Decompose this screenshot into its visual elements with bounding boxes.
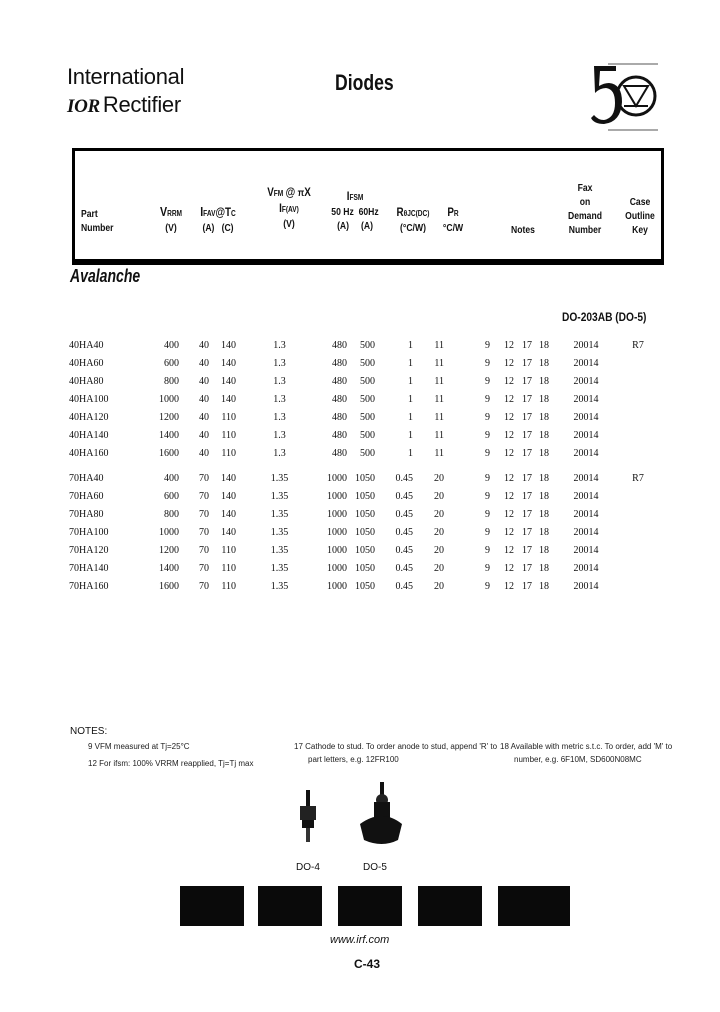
table-row — [0, 448, 720, 466]
cell-pr: 11 — [434, 448, 444, 459]
table-row — [0, 473, 720, 491]
col-case-outline: Case Outline Key — [625, 196, 655, 236]
cell-n1: 9 — [485, 491, 490, 502]
cell-pr: 20 — [434, 473, 444, 484]
table-row — [0, 394, 720, 412]
cell-vfm: 1.35 — [270, 491, 289, 502]
cell-pr: 11 — [434, 394, 444, 405]
cell-n2: 12 — [504, 430, 514, 441]
col-part: Part Number — [81, 208, 114, 234]
cell-vfm: 1.35 — [270, 581, 289, 592]
cell-case: R7 — [632, 473, 644, 484]
cell-n4: 18 — [539, 581, 549, 592]
table-row — [0, 358, 720, 376]
cell-vfm: 1.3 — [273, 358, 286, 369]
cell-rth: 0.45 — [395, 563, 413, 574]
cell-n4: 18 — [539, 527, 549, 538]
cell-i50: 480 — [332, 340, 347, 351]
cell-tc: 110 — [221, 563, 236, 574]
cell-tc: 140 — [221, 340, 236, 351]
cell-rth: 1 — [408, 394, 413, 405]
table-row — [0, 412, 720, 430]
cell-rth: 0.45 — [395, 527, 413, 538]
cell-vrrm: 1400 — [159, 430, 179, 441]
cell-n4: 18 — [539, 376, 549, 387]
cell-n3: 17 — [522, 448, 532, 459]
cell-n1: 9 — [485, 509, 490, 520]
cell-n1: 9 — [485, 545, 490, 556]
cell-tc: 140 — [221, 394, 236, 405]
cell-i60: 1050 — [355, 581, 375, 592]
cell-vrrm: 1400 — [159, 563, 179, 574]
cell-vrrm: 1000 — [159, 527, 179, 538]
cell-pr: 20 — [434, 527, 444, 538]
do5-package-image — [360, 782, 402, 844]
cell-vrrm: 800 — [164, 376, 179, 387]
table-row — [0, 509, 720, 527]
cell-part: 40HA60 — [69, 358, 104, 369]
cell-vfm: 1.3 — [273, 430, 286, 441]
cell-tc: 140 — [221, 509, 236, 520]
cell-i50: 1000 — [327, 527, 347, 538]
cell-i50: 1000 — [327, 545, 347, 556]
cell-n1: 9 — [485, 340, 490, 351]
cell-n3: 17 — [522, 491, 532, 502]
cell-i60: 1050 — [355, 545, 375, 556]
cell-n4: 18 — [539, 563, 549, 574]
cell-i50: 480 — [332, 448, 347, 459]
cell-n4: 18 — [539, 358, 549, 369]
cell-fod: 20014 — [573, 394, 599, 405]
note-17: 17 Cathode to stud. To order anode to stud, append 'R' to — [294, 742, 498, 751]
cell-n1: 9 — [485, 563, 490, 574]
cell-i60: 500 — [360, 412, 375, 423]
cell-n3: 17 — [522, 394, 532, 405]
package-label: DO-203AB (DO-5) — [562, 310, 647, 324]
cell-fod: 20014 — [573, 563, 599, 574]
cell-vrrm: 1600 — [159, 581, 179, 592]
cell-part: 70HA140 — [69, 563, 109, 574]
cell-n4: 18 — [539, 509, 549, 520]
cell-pr: 11 — [434, 376, 444, 387]
cell-tc: 140 — [221, 376, 236, 387]
cell-fod: 20014 — [573, 473, 599, 484]
cell-tc: 110 — [221, 448, 236, 459]
cell-n1: 9 — [485, 376, 490, 387]
company-name-line2 — [67, 92, 181, 118]
note-18: 18 Available with metric s.t.c. To order, add 'M' to — [500, 742, 673, 751]
cell-n3: 17 — [522, 563, 532, 574]
cell-rth: 0.45 — [395, 473, 413, 484]
cell-ifav: 40 — [199, 394, 209, 405]
cell-case: R7 — [632, 340, 644, 351]
cell-fod: 20014 — [573, 376, 599, 387]
cell-n4: 18 — [539, 545, 549, 556]
cell-n3: 17 — [522, 581, 532, 592]
cell-rth: 0.45 — [395, 545, 413, 556]
product-photo-4 — [418, 886, 482, 926]
cell-fod: 20014 — [573, 412, 599, 423]
cell-n2: 12 — [504, 509, 514, 520]
notes-title: NOTES: — [70, 726, 108, 737]
cell-n1: 9 — [485, 430, 490, 441]
cell-fod: 20014 — [573, 448, 599, 459]
cell-rth: 0.45 — [395, 581, 413, 592]
cell-i60: 1050 — [355, 563, 375, 574]
cell-n1: 9 — [485, 527, 490, 538]
cell-tc: 110 — [221, 581, 236, 592]
cell-vrrm: 1600 — [159, 448, 179, 459]
table-row — [0, 581, 720, 599]
cell-n4: 18 — [539, 412, 549, 423]
cell-ifav: 40 — [199, 412, 209, 423]
cell-n3: 17 — [522, 509, 532, 520]
cell-i60: 500 — [360, 394, 375, 405]
do4-label: DO-4 — [296, 862, 320, 873]
cell-i50: 480 — [332, 376, 347, 387]
cell-pr: 20 — [434, 563, 444, 574]
cell-n2: 12 — [504, 473, 514, 484]
cell-tc: 110 — [221, 430, 236, 441]
note-9: 9 VFM measured at Tj=25°C — [88, 742, 190, 751]
cell-i60: 1050 — [355, 527, 375, 538]
cell-part: 70HA160 — [69, 581, 109, 592]
cell-rth: 1 — [408, 430, 413, 441]
cell-i50: 480 — [332, 358, 347, 369]
col-vfm: VFM @ πX IF(AV) (V) — [267, 185, 311, 230]
cell-n3: 17 — [522, 527, 532, 538]
page-number: C-43 — [354, 957, 381, 971]
cell-pr: 20 — [434, 491, 444, 502]
cell-i60: 500 — [360, 376, 375, 387]
cell-n2: 12 — [504, 376, 514, 387]
cell-tc: 140 — [221, 491, 236, 502]
cell-ifav: 70 — [199, 563, 209, 574]
cell-vfm: 1.35 — [270, 473, 289, 484]
cell-i50: 480 — [332, 412, 347, 423]
col-pr: PR °C/W — [442, 205, 464, 234]
cell-n2: 12 — [504, 545, 514, 556]
cell-rth: 0.45 — [395, 491, 413, 502]
cell-i50: 1000 — [327, 473, 347, 484]
cell-fod: 20014 — [573, 430, 599, 441]
cell-ifav: 70 — [199, 491, 209, 502]
cell-vfm: 1.35 — [270, 509, 289, 520]
cell-tc: 140 — [221, 473, 236, 484]
cell-vfm: 1.35 — [270, 545, 289, 556]
cell-n3: 17 — [522, 340, 532, 351]
col-ifav-tc: IFAV@TC (A) (C) — [200, 204, 236, 234]
cell-i50: 480 — [332, 430, 347, 441]
cell-rth: 1 — [408, 376, 413, 387]
cell-fod: 20014 — [573, 509, 599, 520]
cell-n3: 17 — [522, 376, 532, 387]
cell-part: 70HA120 — [69, 545, 109, 556]
cell-ifav: 70 — [199, 527, 209, 538]
cell-i60: 1050 — [355, 491, 375, 502]
cell-ifav: 70 — [199, 581, 209, 592]
cell-part: 40HA140 — [69, 430, 109, 441]
cell-tc: 140 — [221, 527, 236, 538]
cell-fod: 20014 — [573, 358, 599, 369]
cell-n1: 9 — [485, 581, 490, 592]
cell-fod: 20014 — [573, 581, 599, 592]
cell-i60: 1050 — [355, 473, 375, 484]
anniversary-emblem — [588, 60, 660, 136]
do4-package-image — [300, 790, 316, 842]
cell-vfm: 1.3 — [273, 412, 286, 423]
package-drawings — [288, 778, 408, 856]
cell-pr: 11 — [434, 340, 444, 351]
cell-fod: 20014 — [573, 340, 599, 351]
cell-n2: 12 — [504, 563, 514, 574]
cell-n2: 12 — [504, 340, 514, 351]
cell-n1: 9 — [485, 394, 490, 405]
cell-n4: 18 — [539, 448, 549, 459]
note-17-cont: part letters, e.g. 12FR100 — [308, 755, 399, 764]
cell-n4: 18 — [539, 394, 549, 405]
cell-ifav: 40 — [199, 376, 209, 387]
cell-fod: 20014 — [573, 545, 599, 556]
cell-ifav: 40 — [199, 340, 209, 351]
cell-n1: 9 — [485, 473, 490, 484]
cell-rth: 1 — [408, 412, 413, 423]
cell-pr: 11 — [434, 358, 444, 369]
table-row — [0, 340, 720, 358]
note-12: 12 For ifsm: 100% VRRM reapplied, Tj=Tj max — [88, 759, 254, 768]
col-fax-on-demand: Fax on Demand Number — [568, 182, 602, 236]
cell-n2: 12 — [504, 491, 514, 502]
cell-part: 40HA100 — [69, 394, 109, 405]
cell-part: 40HA40 — [69, 340, 104, 351]
cell-rth: 0.45 — [395, 509, 413, 520]
cell-ifav: 40 — [199, 448, 209, 459]
cell-vrrm: 400 — [164, 340, 179, 351]
col-rth: RθJC(DC) (°C/W) — [396, 205, 430, 234]
cell-vfm: 1.35 — [270, 563, 289, 574]
cell-i50: 1000 — [327, 491, 347, 502]
cell-n4: 18 — [539, 473, 549, 484]
cell-fod: 20014 — [573, 527, 599, 538]
cell-i60: 1050 — [355, 509, 375, 520]
cell-rth: 1 — [408, 448, 413, 459]
cell-ifav: 70 — [199, 473, 209, 484]
product-photo-3 — [338, 886, 402, 926]
cell-n3: 17 — [522, 545, 532, 556]
company-name-rectifier: Rectifier — [102, 92, 181, 117]
cell-vrrm: 800 — [164, 509, 179, 520]
cell-n4: 18 — [539, 340, 549, 351]
cell-vrrm: 600 — [164, 358, 179, 369]
table-row — [0, 376, 720, 394]
cell-n2: 12 — [504, 527, 514, 538]
cell-part: 40HA120 — [69, 412, 109, 423]
cell-part: 40HA80 — [69, 376, 104, 387]
cell-vrrm: 400 — [164, 473, 179, 484]
cell-part: 70HA60 — [69, 491, 104, 502]
do5-label: DO-5 — [363, 862, 387, 873]
cell-i50: 1000 — [327, 509, 347, 520]
col-ifsm: IFSM 50 Hz 60Hz (A) (A) — [331, 189, 379, 232]
table-row — [0, 545, 720, 563]
company-name-line1: International — [67, 64, 185, 89]
cell-part: 70HA80 — [69, 509, 104, 520]
product-photo-1 — [180, 886, 244, 926]
table-row — [0, 430, 720, 448]
cell-i50: 480 — [332, 394, 347, 405]
cell-ifav: 70 — [199, 509, 209, 520]
table-row — [0, 563, 720, 581]
cell-vfm: 1.35 — [270, 527, 289, 538]
cell-part: 70HA40 — [69, 473, 104, 484]
cell-pr: 20 — [434, 545, 444, 556]
cell-part: 40HA160 — [69, 448, 109, 459]
cell-n3: 17 — [522, 412, 532, 423]
cell-pr: 20 — [434, 581, 444, 592]
cell-vrrm: 1000 — [159, 394, 179, 405]
cell-vfm: 1.3 — [273, 340, 286, 351]
cell-vrrm: 1200 — [159, 412, 179, 423]
note-18-cont: number, e.g. 6F10M, SD600N08MC — [514, 755, 642, 764]
cell-i60: 500 — [360, 340, 375, 351]
table-row — [0, 491, 720, 509]
cell-pr: 11 — [434, 430, 444, 441]
cell-n1: 9 — [485, 412, 490, 423]
footer-url[interactable]: www.irf.com — [330, 934, 390, 946]
page-title: Diodes — [335, 70, 394, 95]
cell-n3: 17 — [522, 430, 532, 441]
cell-pr: 20 — [434, 509, 444, 520]
cell-vrrm: 1200 — [159, 545, 179, 556]
cell-vfm: 1.3 — [273, 376, 286, 387]
cell-ifav: 40 — [199, 430, 209, 441]
cell-n1: 9 — [485, 448, 490, 459]
cell-n2: 12 — [504, 448, 514, 459]
cell-n1: 9 — [485, 358, 490, 369]
cell-fod: 20014 — [573, 491, 599, 502]
cell-n4: 18 — [539, 491, 549, 502]
cell-ifav: 40 — [199, 358, 209, 369]
cell-vfm: 1.3 — [273, 394, 286, 405]
col-notes: Notes — [511, 224, 535, 236]
cell-vrrm: 600 — [164, 491, 179, 502]
cell-n4: 18 — [539, 430, 549, 441]
cell-i50: 1000 — [327, 563, 347, 574]
cell-n2: 12 — [504, 394, 514, 405]
cell-i50: 1000 — [327, 581, 347, 592]
cell-i60: 500 — [360, 448, 375, 459]
cell-ifav: 70 — [199, 545, 209, 556]
cell-rth: 1 — [408, 358, 413, 369]
section-title: Avalanche — [70, 266, 141, 286]
cell-i60: 500 — [360, 358, 375, 369]
cell-n3: 17 — [522, 358, 532, 369]
cell-tc: 140 — [221, 358, 236, 369]
cell-vfm: 1.3 — [273, 448, 286, 459]
product-photo-2 — [258, 886, 322, 926]
column-header-box — [72, 148, 664, 265]
cell-n3: 17 — [522, 473, 532, 484]
cell-n2: 12 — [504, 358, 514, 369]
cell-part: 70HA100 — [69, 527, 109, 538]
cell-rth: 1 — [408, 340, 413, 351]
cell-n2: 12 — [504, 412, 514, 423]
cell-i60: 500 — [360, 430, 375, 441]
product-photo-5 — [498, 886, 570, 926]
cell-tc: 110 — [221, 545, 236, 556]
cell-n2: 12 — [504, 581, 514, 592]
cell-pr: 11 — [434, 412, 444, 423]
table-row — [0, 527, 720, 545]
ior-logo: IOR — [67, 96, 100, 117]
col-vrrm: VRRM (V) — [159, 204, 183, 234]
cell-tc: 110 — [221, 412, 236, 423]
